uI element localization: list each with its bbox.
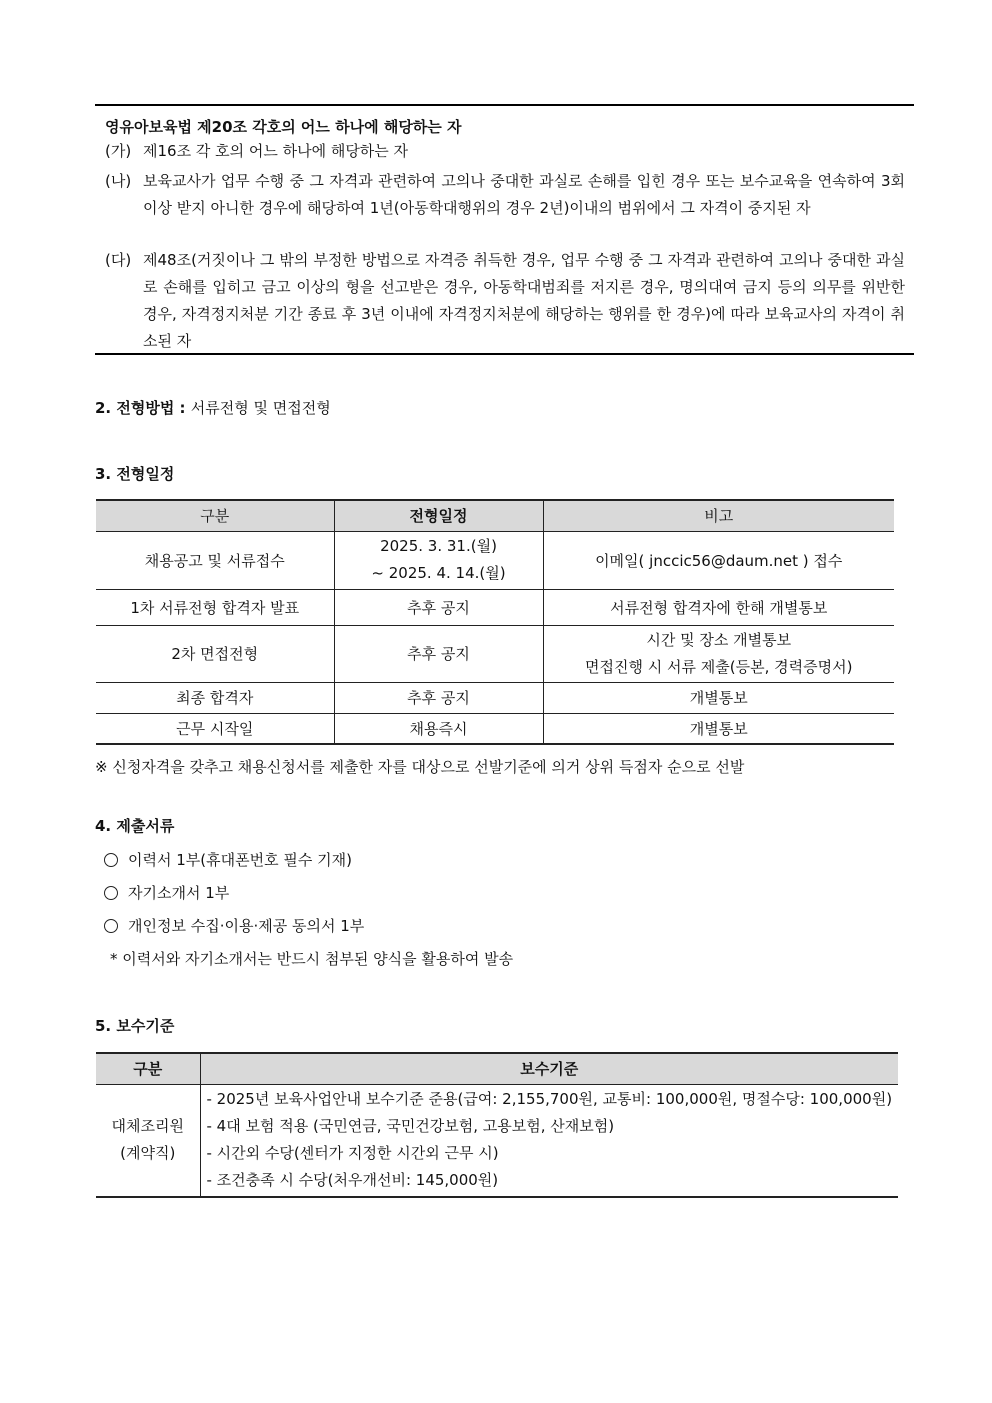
law-item-text: 제48조(거짓이나 그 밖의 부정한 방법으로 자격증 취득한 경우, 업무 수행 중 그 자격과 관련하여 고의나 중대한 과실로 손해를 입히고 금고 이상의 형을 선고받은 경우, 아동학대범죄를 저지른 경우, 명의대여 금지 등의 의무를 위반한 경우, 자격정지처분 기간 종료 후 3년 이내에 자격정지처분에 해당하는 행위를 한 경우)에 따라 보육교사의 자격이 취소된 자 xyxy=(143,251,905,350)
pay-item: - 시간외 수당(센터가 지정한 시간외 근무 시) xyxy=(206,1144,499,1163)
law-box xyxy=(95,104,914,355)
table-cell: 추후 공지 xyxy=(334,589,543,625)
section-3-title: 3. 전형일정 xyxy=(95,465,175,483)
column-header: 전형일정 xyxy=(334,500,543,531)
law-box-title: 영유아보육법 제20조 각호의 어느 하나에 해당하는 자 xyxy=(105,118,462,136)
section-2-title: 2. 전형방법 : xyxy=(95,399,186,417)
schedule-start: 2025. 3. 31.(월) xyxy=(380,537,497,555)
column-header: 구분 xyxy=(96,500,334,531)
table-row xyxy=(96,1084,898,1197)
table-row xyxy=(96,682,894,713)
note-line: 시간 및 장소 개별통보 xyxy=(646,630,792,649)
table-cell: 추후 공지 xyxy=(334,682,543,713)
table-cell: 추후 공지 xyxy=(334,625,543,682)
law-item-mark: (다) xyxy=(105,251,132,269)
law-item-text: 제16조 각 호의 어느 하나에 해당하는 자 xyxy=(143,142,409,160)
table-cell: 채용공고 및 서류접수 xyxy=(96,531,334,589)
column-header: 보수기준 xyxy=(200,1053,898,1084)
document-item-label: 이력서 1부(휴대폰번호 필수 기재) xyxy=(128,851,352,869)
table-cell xyxy=(543,625,894,682)
pay-category-type: (계약직) xyxy=(120,1144,176,1163)
document-item-label: 자기소개서 1부 xyxy=(128,884,230,902)
pay-category: 대체조리원 xyxy=(111,1117,184,1136)
law-item-text: 보육교사가 업무 수행 중 그 자격과 관련하여 고의나 중대한 과실로 손해를 입힌 경우 또는 보수교육을 연속하여 3회 이상 받지 아니한 경우에 해당하여 1년(아동학대행위의 경우 2년)이내의 범위에서 그 자격이 중지된 자 xyxy=(143,172,905,217)
pay-table xyxy=(96,1052,898,1198)
note-line: 면접진행 시 서류 제출(등본, 경력증명서) xyxy=(585,657,853,676)
table-cell: 개별통보 xyxy=(543,713,894,744)
table-cell xyxy=(334,531,543,589)
document-item xyxy=(104,849,352,870)
column-header: 비고 xyxy=(543,500,894,531)
law-item xyxy=(105,138,905,165)
table-cell: 서류전형 합격자에 한해 개별통보 xyxy=(543,589,894,625)
pay-item: - 조건충족 시 수당(처우개선비: 145,000원) xyxy=(206,1171,499,1190)
document-item xyxy=(104,882,229,903)
pay-item: - 4대 보험 적용 (국민연금, 국민건강보험, 고용보험, 산재보험) xyxy=(206,1117,615,1136)
law-item-mark: (나) xyxy=(105,172,132,190)
table-row xyxy=(96,625,894,682)
section-4-title: 4. 제출서류 xyxy=(95,817,175,835)
table-header-row xyxy=(96,500,894,531)
document-note: * 이력서와 자기소개서는 반드시 첨부된 양식을 활용하여 발송 xyxy=(110,950,514,968)
column-header: 구분 xyxy=(96,1053,200,1084)
table-cell: 근무 시작일 xyxy=(96,713,334,744)
table-row xyxy=(96,713,894,744)
section-2-desc: 서류전형 및 면접전형 xyxy=(190,399,331,417)
section-2-heading xyxy=(95,397,331,418)
table-cell: 개별통보 xyxy=(543,682,894,713)
law-item-mark: (가) xyxy=(105,142,132,160)
schedule-end: ~ 2025. 4. 14.(월) xyxy=(371,564,506,582)
law-item xyxy=(105,168,905,222)
document-item xyxy=(104,915,364,936)
pay-category-cell xyxy=(96,1084,200,1197)
section-5-title: 5. 보수기준 xyxy=(95,1017,175,1035)
circle-bullet-icon xyxy=(104,919,118,933)
table-cell: 2차 면접전형 xyxy=(96,625,334,682)
circle-bullet-icon xyxy=(104,886,118,900)
table-cell: 채용즉시 xyxy=(334,713,543,744)
table-header-row xyxy=(96,1053,898,1084)
table-row xyxy=(96,589,894,625)
pay-item: - 2025년 보육사업안내 보수기준 준용(급여: 2,155,700원, 교통비: 100,000원, 명절수당: 100,000원) xyxy=(206,1090,893,1109)
circle-bullet-icon xyxy=(104,853,118,867)
document-item-label: 개인정보 수집·이용·제공 동의서 1부 xyxy=(128,917,365,935)
table-cell: 1차 서류전형 합격자 발표 xyxy=(96,589,334,625)
schedule-table xyxy=(96,499,894,745)
law-item xyxy=(105,247,905,355)
pay-items-cell xyxy=(200,1084,898,1197)
table-cell: 이메일( jnccic56@daum.net ) 접수 xyxy=(543,531,894,589)
schedule-footnote: ※ 신청자격을 갖추고 채용신청서를 제출한 자를 대상으로 선발기준에 의거 상위 득점자 순으로 선발 xyxy=(95,758,745,776)
table-row xyxy=(96,531,894,589)
table-cell: 최종 합격자 xyxy=(96,682,334,713)
